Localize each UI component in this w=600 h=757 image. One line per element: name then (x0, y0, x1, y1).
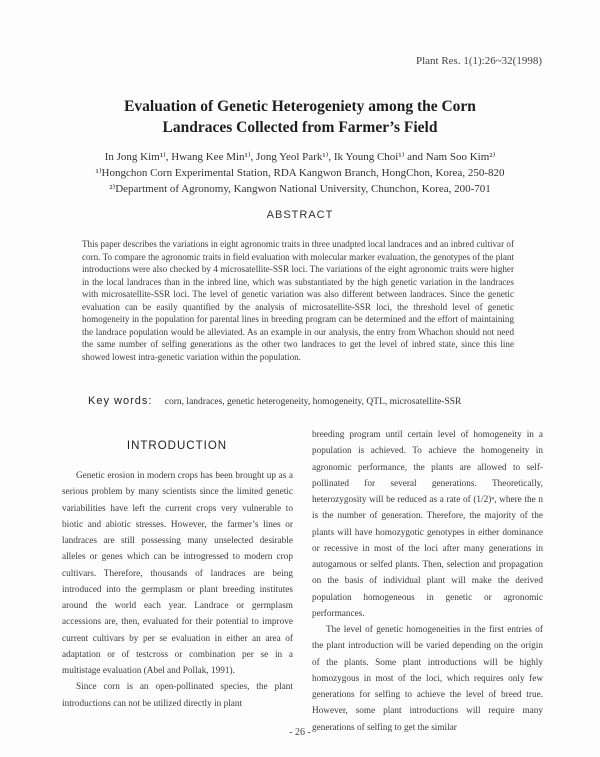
keywords (88, 395, 461, 407)
left-column (62, 468, 293, 712)
author-names: In Jong Kim¹⁾, Hwang Kee Min¹⁾, Jong Yeol Park¹⁾, Ik Young Choi¹⁾ and Nam Soo Kim²⁾ (104, 151, 496, 163)
page-number: - 26 - (289, 727, 311, 738)
title-line-2: Landraces Collected from Farmer’s Field (162, 119, 438, 136)
keywords-text: corn, landraces, genetic heterogeneity, homogeneity, QTL, microsatellite-SSR (164, 397, 462, 407)
keywords-label: Key words: (88, 395, 153, 407)
right-column (312, 427, 543, 736)
journal-reference: Plant Res. 1(1):26~32(1998) (415, 55, 542, 67)
intro-paragraph: The level of genetic homogeneities in the first entries of the plant introduction will be varied depending on the origin of the plants. Some plant introductions will be highly homozygous in most of the loci, which requires only few generations for selfing to achieve the level of breed true. However, some plant introductions will require many generations of selfing to get the similar (312, 625, 543, 733)
intro-paragraph: Since corn is an open-pollinated species, the plant introductions can not be utilized directly in plant (62, 682, 293, 709)
author-block (0, 149, 600, 197)
introduction-heading: INTRODUCTION (126, 440, 228, 452)
intro-paragraph: breeding program until certain level of homogeneity in a population is achieved. To achieve the homogeneity in agronomic performance, the plants are allowed to self-pollinated for several generations. Theoretically, heterozygosity will be reduced as a rate of (1/2)ⁿ, where the n is the number of generation. Therefore, the majority of the plants will have homozygotic genotypes in either dominance or recessive in most of the loci after many generations in autogamous or selfed plants. Then, selection and propagation on the basis of individual plant will make the derived population homogeneous in genetic or agronomic performances. (312, 430, 543, 619)
affiliation-1: ¹⁾Hongchon Corn Experimental Station, RDA Kangwon Branch, HongChon, Korea, 250-820 (95, 167, 505, 179)
affiliation-2: ²⁾Department of Agronomy, Kangwon National University, Chunchon, Korea, 200-701 (109, 183, 491, 195)
intro-paragraph: Genetic erosion in modern crops has been brought up as a serious problem by many scientists since the limited genetic variabilities have left the current crops very vulnerable to biotic and abiotic stresses. However, the farmer’s lines or landraces are still possessing many unselected desirable alleles or genes which can be introgressed to modern crop cultivars. Therefore, thousands of landraces are being introduced into the germplasm or plant breeding institutes around the world each year. Landrace or germplasm accessions are, then, evaluated for their potential to improve current cultivars by per se evaluation in either an area of adaptation or of testcross or combination per se in a multistage evaluation (Abel and Pollak, 1991). (62, 471, 293, 676)
title-line-1: Evaluation of Genetic Heterogeniety among the Corn (124, 98, 476, 115)
abstract-heading: ABSTRACT (266, 209, 334, 221)
abstract-text: This paper describes the variations in eight agronomic traits in three unadpted local landraces and an inbred cultivar of corn. To compare the agronomic traits in field evaluation with molecular marker evaluation, the genotypes of the plant introductions were also checked by 4 microsatellite-SSR loci. The variations of the eight agronomic traits were higher in the local landraces than in the inbred line, which was substantiated by the high genetic variation in the landraces with microsatellite-SSR loci. The level of genetic variation was also different between landraces. Since the genetic evaluation can be easily quantified by the analysis of microsatellite-SSR loci, the threshold level of genetic homogeneity in the population for parental lines in breeding program can be determined and the effort of maintaining the landrace population would be alleviated. As an example in our analysis, the entry from Whachon should not need the same number of selfing generations as the other two landraces to get the level of inbred state, since this line showed lowest intra-genetic variation within the population. (82, 239, 514, 362)
paper-title (0, 96, 600, 138)
